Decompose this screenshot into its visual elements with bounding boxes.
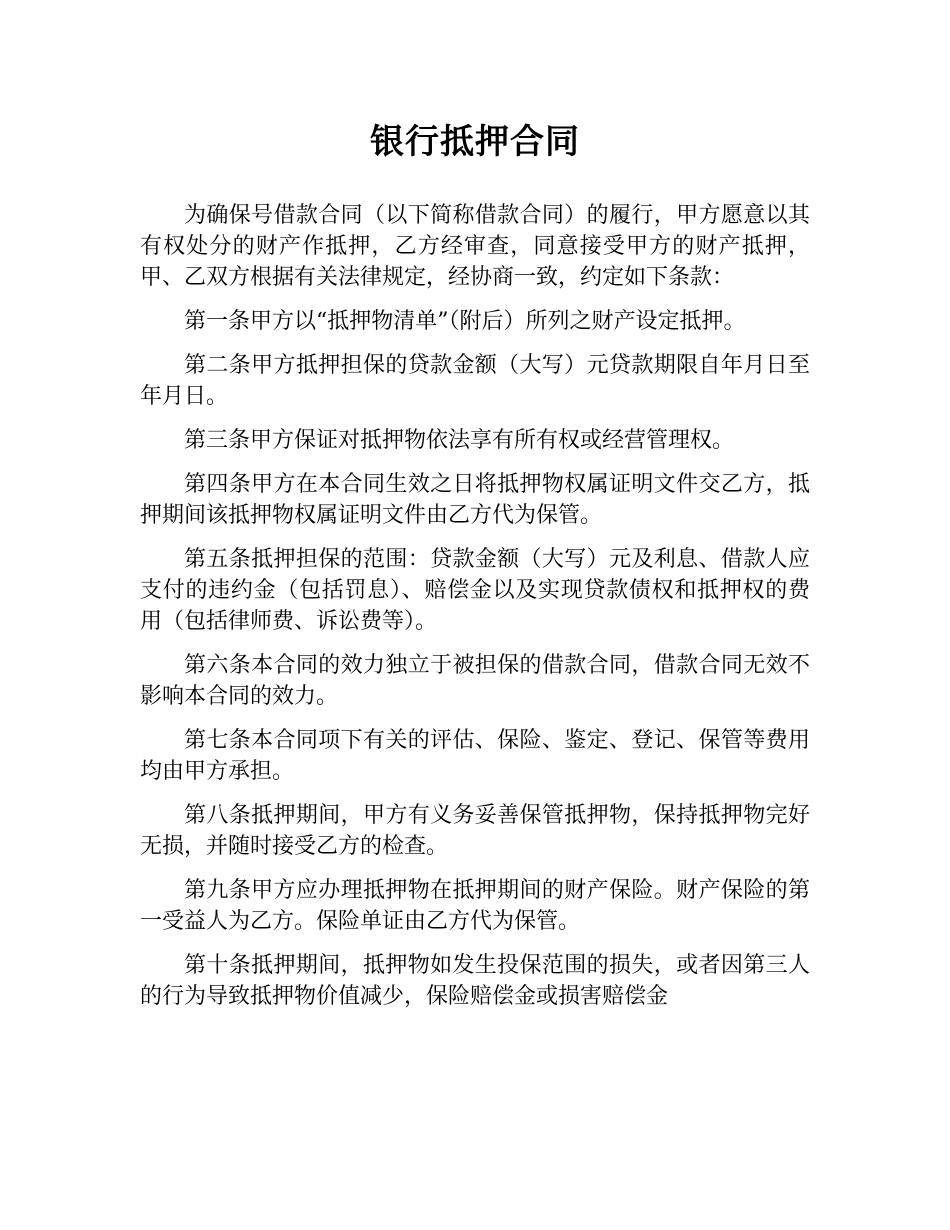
article-7-paragraph: 第七条本合同项下有关的评估、保险、鉴定、登记、保管等费用均由甲方承担。: [140, 728, 810, 784]
document-title: 银行抵押合同: [370, 122, 580, 162]
article-6-paragraph: 第六条本合同的效力独立于被担保的借款合同，借款合同无效不影响本合同的效力。: [140, 653, 810, 709]
intro-paragraph: 为确保号借款合同（以下简称借款合同）的履行，甲方愿意以其有权处分的财产作抵押，乙方经审查，同意接受甲方的财产抵押，甲、乙双方根据有关法律规定，经协商一致，约定如下条款：: [140, 203, 810, 290]
document-body: [140, 200, 810, 1025]
article-10-paragraph: 第十条抵押期间，抵押物如发生投保范围的损失，或者因第三人的行为导致抵押物价值减少，保险赔偿金或损害赔偿金: [140, 953, 810, 1009]
article-2-paragraph: 第二条甲方抵押担保的贷款金额（大写）元贷款期限自年月日至年月日。: [140, 353, 810, 409]
article-5-paragraph: 第五条抵押担保的范围：贷款金额（大写）元及利息、借款人应支付的违约金（包括罚息）、赔偿金以及实现贷款债权和抵押权的费用（包括律师费、诉讼费等）。: [140, 547, 810, 634]
article-4-paragraph: 第四条甲方在本合同生效之日将抵押物权属证明文件交乙方，抵押期间该抵押物权属证明文件由乙方代为保管。: [140, 472, 810, 528]
article-3-paragraph: 第三条甲方保证对抵押物依法享有所有权或经营管理权。: [184, 428, 735, 453]
article-1-paragraph: 第一条甲方以“抵押物清单”（附后）所列之财产设定抵押。: [184, 309, 746, 334]
article-9-paragraph: 第九条甲方应办理抵押物在抵押期间的财产保险。财产保险的第一受益人为乙方。保险单证由乙方代为保管。: [140, 878, 810, 934]
article-8-paragraph: 第八条抵押期间，甲方有义务妥善保管抵押物，保持抵押物完好无损，并随时接受乙方的检查。: [140, 803, 810, 859]
